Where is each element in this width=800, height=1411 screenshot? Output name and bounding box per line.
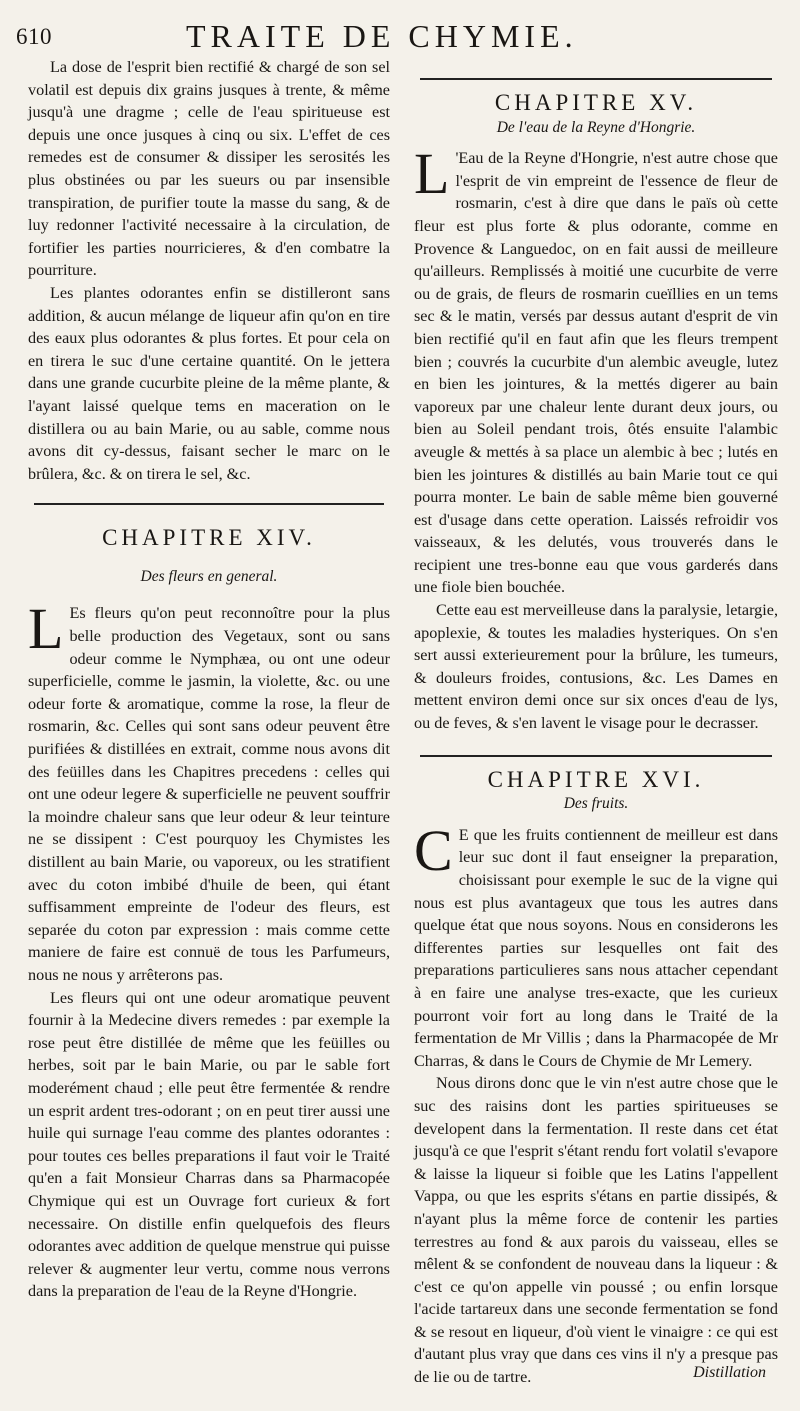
chapter-14-title: CHAPITRE XIV. [102, 525, 316, 551]
drop-cap: C [414, 817, 453, 883]
drop-cap: L [28, 596, 64, 662]
chapter-16-paragraph: C E que les fruits contiennent de meilleur est dans leur suc dont il faut enseigner la preparation, choisissant pour exemple le suc de la vigne qui nous est plus avantageux que tous les autres dans quelque état que nous soyons. Nous en considerons les differentes parties sur lesquelles ont fait des preparations particulieres sans nous attacher cependant à en faire une analyse tres-exacte, que les curieux pourront voir fort au long dans le Traité de la fermentation de Mr Villis ; dans la Pharmacopée de Mr Charras, & dans le Cours de Chymie de Mr Lemery. [414, 817, 778, 1070]
drop-cap: L [414, 141, 450, 207]
chapter-15-paragraph: L 'Eau de la Reyne d'Hongrie, n'est autre chose que l'esprit de vin empreint de l'essence de fleur de rosmarin, c'est à dire que dans le païs où cette fleur est plus forte & plus odorante, comme en Provence & Languedoc, on en fait aussi de meilleure qu'ailleurs. Remplissés à moitié une cucurbite de verre ou de grais, de fleurs de rosmarin cueïllies en un tems sec & le matin, versés par dessus autant d'esprit de vin bien rectifié qu'il en faut afin que les fleurs trempent bien ; couvrés la cucurbite d'un alembic aveugle, lutez en bien les jointures, & la mettés digerer au bain vaporeux par une chaleur lente durant deux jours, ou bien au Soleil pendant trois, ôtés ensuite l'alambic aveugle & mettés à sa place un alembic à bec ; lutés en bien les jointures & distillés au bain Marie tout ce qui pourra monter. Le bain de sable même bien gouverné est d'usage dans cette operation. Laissés refroidir vos vaisseaux, & les delutés, vous trouverés dans le recipient une tres-bonne eau que vous garderés dans une fiole bien bouchée. [414, 141, 778, 597]
section-rule [420, 78, 772, 80]
chapter-16-title: CHAPITRE XVI. [487, 766, 705, 792]
page-number: 610 [16, 24, 52, 49]
left-column [28, 56, 390, 1303]
chapter-15-title: CHAPITRE XV. [494, 90, 698, 115]
chapter-14-subtitle: Des fleurs en general. [140, 567, 278, 585]
catchword: Distillation [693, 1364, 766, 1381]
paragraph: La dose de l'esprit bien rectifié & chargé de son sel volatil est depuis dix grains jusques à trente, & même jusqu'à une dragme ; celle de l'eau spiritueuse est depuis une once jusques à cinq ou six. L'effet de ces remedes est de consumer & dissiper les serosités les plus obstinées ou par les sueurs ou par insensible transpiration, de purifier toute la masse du sang, & de luy redonner l'activité necessaire à la circulation, de fortifier les parties nourricieres, & d'en combatre la pourriture. [28, 58, 390, 280]
chapter-16-subtitle: Des fruits. [563, 795, 629, 813]
paragraph: Cette eau est merveilleuse dans la paralysie, letargie, apoplexie, & toutes les maladies hysteriques. On s'en sert aussi exterieurement pour la brûlure, les tumeurs, & douleurs froides, contusions, &c. Les Dames en mettent environ demi once sur six onces d'eau de lys, ou de feves, & s'en lavent le visage pour le decrasser. [414, 601, 778, 733]
running-title: TRAITE DE CHYMIE. [186, 18, 578, 54]
paragraph: Les fleurs qui ont une odeur aromatique peuvent fournir à la Medecine divers remedes : par exemple la rose peut être distillée de même que les feüilles ou herbes, soit par le bain Marie, ou par le sable fort moderément chaud ; elle peut être fermentée & rendre un esprit ardent tres-odorant ; on en peut tirer aussi une huile qui surnage l'eau comme des plantes odorantes : pour toutes ces belles preparations il faut voir le Traité qu'en a fait Monsieur Charras dans sa Pharmacopée Chymique qui est un Ouvrage fort curieux & fort necessaire. On distille enfin quelquefois des fleurs odorantes avec addition de quelque menstrue qui puisse relever & augmenter leur vertu, comme nous verrons dans la preparation de l'eau de la Reyne d'Hongrie. [28, 988, 390, 1301]
right-column [414, 56, 778, 1389]
paragraph: Nous dirons donc que le vin n'est autre chose que le suc des raisins dont les parties spiritueuses se developent dans la fermentation. Il reste dans cet état jusqu'à ce que l'esprit s'étant rendu fort volatil s'evapore & laisse la liqueur si foible que les Latins l'appellent Vappa, ou que les esprits s'étans en partie dissipés, & n'ayant plus la même force de contenir les parties terrestres au fond & aux parois du vaisseau, elles se mêlent & se confondent de nouveau dans la liqueur : & c'est ce qu'on appelle vin poussé ; ou enfin lorsque l'acide tartareux dans une seconde fermentation se fond & se resout en liqueur, d'où vient le vinaigre : ce qui est d'autant plus vray que dans ces vins il n'y a presque pas de lie ou de tartre. [414, 1074, 778, 1387]
chapter-14-paragraph: L Es fleurs qu'on peut reconnoître pour la plus belle production des Vegetaux, sont ou sans odeur comme le Nymphæa, ou ont une odeur superficielle, comme le jasmin, la violette, &c. ou une odeur forte & aromatique, comme la rose, la fleur de rosmarin, &c. Celles qui sont sans odeur peuvent être purifiées & distillées en extrait, comme nous avons dit des feüilles dans les Chapitres precedens : celles qui ont une odeur legere & superficielle ne peuvent souffrir la moindre chaleur sans que leur odeur & leur teinture ne se dissipent : C'est pourquoy les Chymistes les distillent au bain Marie, ou vaporeux, ou les stratifient avec du coton imbibé d'huile de been, qui étant suffisamment empreinte de l'odeur des fleurs, est separée du coton par expression : mais comme cette maniere de faire est connuë de tous les Parfumeurs, nous ne nous y arrêterons pas. [28, 596, 390, 984]
chapter-15-subtitle: De l'eau de la Reyne d'Hongrie. [496, 118, 696, 136]
paragraph: Les plantes odorantes enfin se distilleront sans addition, & aucun mélange de liqueur afin qu'on en tire des eaux plus odorantes & plus fortes. Et pour cela on en tirera le suc d'une certaine quantité. On le jettera dans une grande cucurbite pleine de la même plante, & l'ayant laissé quelque tems en maceration on le distillera ou au bain Marie, ou au sable, comme nous avons dit cy-dessus, faisant secher le marc on le brûlera, &c. & on tirera le sel, &c. [28, 283, 390, 483]
section-rule [420, 755, 772, 757]
section-rule [34, 503, 384, 505]
